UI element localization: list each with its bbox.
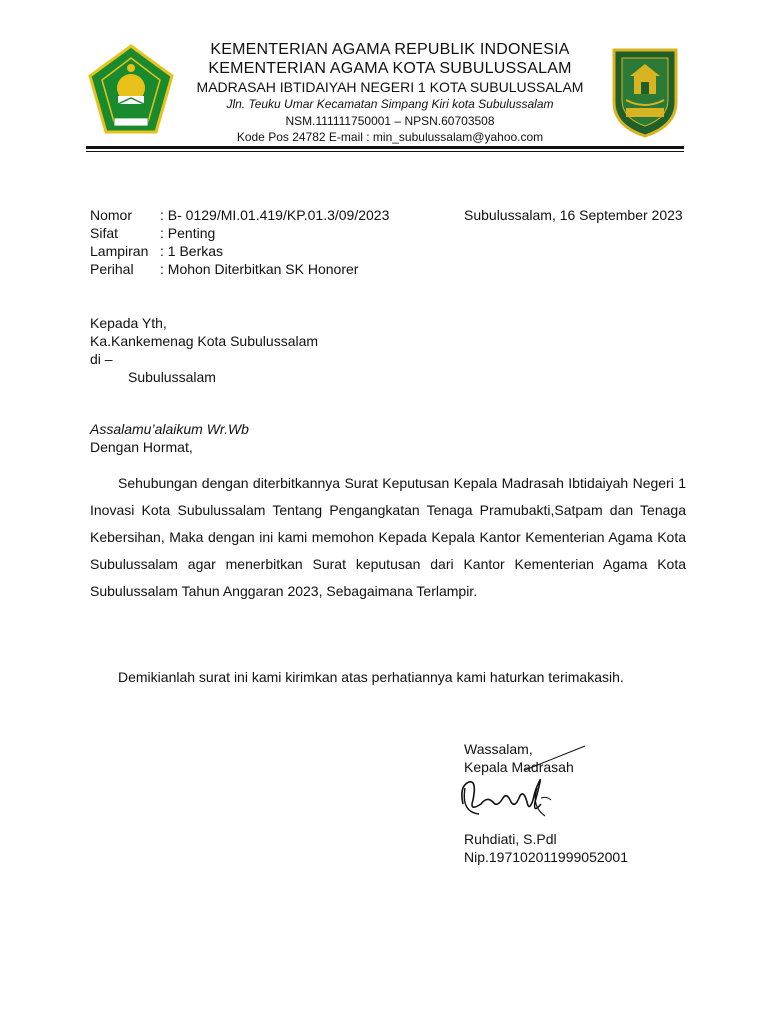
recipient-city: Subulussalam: [128, 369, 216, 385]
city-office-title: KEMENTERIAN AGAMA KOTA SUBULUSSALAM: [208, 60, 572, 77]
madrasah-shield-icon: [608, 44, 682, 140]
meta-value: : Mohon Diterbitkan SK Honorer: [160, 261, 359, 277]
signer-name: Ruhdiati, S.Pdl: [464, 831, 557, 847]
signer-identity: [464, 830, 628, 866]
meta-key: Nomor: [90, 207, 133, 223]
school-address: Jln. Teuku Umar Kecamatan Simpang Kiri kota Subulussalam: [226, 97, 554, 111]
handwritten-signature: [455, 742, 605, 842]
meta-key: Sifat: [90, 225, 119, 241]
letterhead-divider-thick: [86, 146, 684, 149]
letter-body: Sehubungan dengan diterbitkannya Surat Keputusan Kepala Madrasah Ibtidaiyah Negeri 1 Inovasi Kota Subulussalam Tentang Pengangkatan Tenaga Pramubakti,Satpam dan Tenaga Kebersihan, Maka dengan ini kami memohon Kepada Kepala Kantor Kementerian Agama Kota Subulussalam agar menerbitkan Surat keputusan dari Kantor Kementerian Agama Kota Subulussalam Tahun Anggaran 2023, Sebagaimana Terlampir.: [90, 475, 686, 599]
meta-row-sifat: [90, 224, 389, 242]
letter-date: Subulussalam, 16 September 2023: [464, 207, 683, 223]
letter-meta: [90, 206, 389, 278]
kemenag-emblem-icon: [88, 44, 174, 140]
school-contact: Kode Pos 24782 E-mail : min_subulussalam@yahoo.com: [236, 130, 544, 144]
recipient-salutation: Kepada Yth,: [90, 315, 167, 331]
meta-key: Lampiran: [90, 243, 149, 259]
meta-row-perihal: [90, 260, 389, 278]
letterhead-divider-thin: [86, 151, 684, 152]
signer-position: Kepala Madrasah: [464, 759, 574, 775]
meta-row-nomor: [90, 206, 389, 224]
opening-hormat: Dengan Hormat,: [90, 439, 193, 455]
letterhead: [180, 40, 600, 145]
recipient-block: [90, 314, 318, 386]
school-registration: NSM.111111750001 – NPSN.60703508: [285, 114, 495, 128]
school-name: MADRASAH IBTIDAIYAH NEGERI 1 KOTA SUBULUSSALAM: [196, 79, 584, 95]
meta-key: Perihal: [90, 261, 134, 277]
ministry-title: KEMENTERIAN AGAMA REPUBLIK INDONESIA: [210, 41, 570, 58]
letter-closing: Demikianlah surat ini kami kirimkan atas perhatiannya kami haturkan terimakasih.: [118, 669, 624, 685]
greeting-block: [90, 420, 249, 456]
meta-row-lampiran: [90, 242, 389, 260]
meta-value: : 1 Berkas: [160, 243, 224, 259]
signer-nip: Nip.197102011999052001: [464, 849, 629, 865]
recipient-location-prefix: di –: [90, 351, 113, 367]
meta-value: : B- 0129/MI.01.419/KP.01.3/09/2023: [160, 207, 390, 223]
recipient-name: Ka.Kankemenag Kota Subulussalam: [90, 333, 319, 349]
meta-value: : Penting: [160, 225, 216, 241]
opening-salam: Assalamu’alaikum Wr.Wb: [90, 421, 249, 437]
wassalam: Wassalam,: [464, 741, 533, 757]
